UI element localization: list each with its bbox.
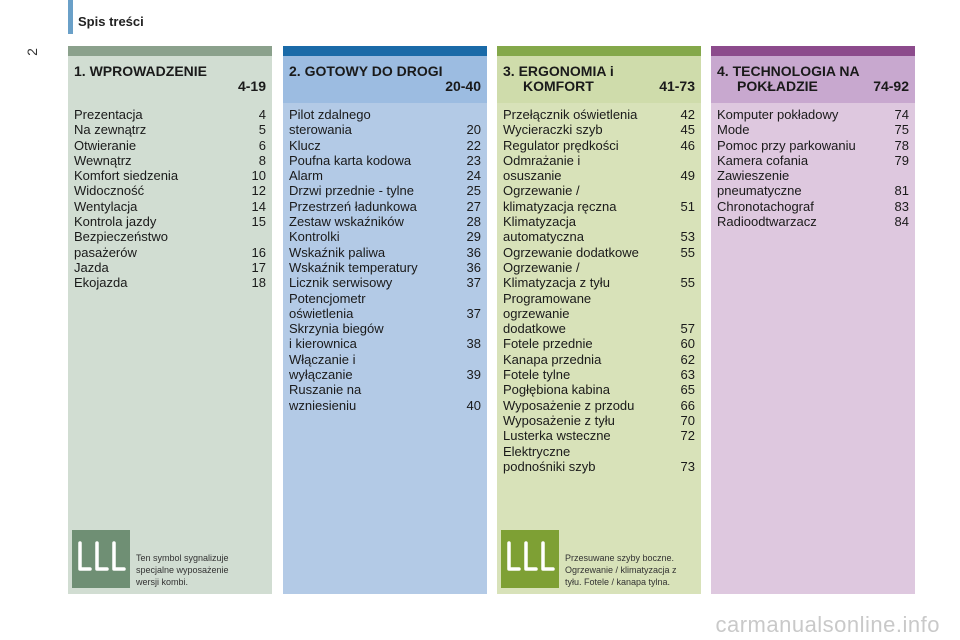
toc-entry-page: 38 (466, 336, 481, 352)
three-seats-icon (72, 530, 130, 588)
toc-entry[interactable] (503, 382, 695, 397)
section-ergonomics (497, 46, 701, 594)
toc-entry[interactable] (289, 260, 481, 275)
toc-entry-label: Włączanie i wyłączanie (289, 351, 356, 383)
toc-entry[interactable] (74, 214, 266, 229)
toc-entry-page: 23 (466, 152, 481, 168)
toc-entry-label: Kontrola jazdy (74, 214, 157, 230)
toc-entry[interactable] (289, 382, 481, 413)
toc-entry-page: 37 (466, 275, 481, 291)
section-title: 4. TECHNOLOGIA NA (717, 63, 860, 79)
toc-entry[interactable] (503, 413, 695, 428)
toc-entry-page: 53 (680, 229, 695, 245)
toc-entry[interactable] (503, 367, 695, 382)
toc-entry-page: 6 (258, 137, 266, 153)
toc-entry-label: Elektryczne podnośniki szyb (503, 443, 596, 474)
toc-entry-label: Kamera cofania (717, 152, 809, 168)
toc-entry-label: Ogrzewanie / klimatyzacja ręczna (503, 183, 617, 214)
toc-entry[interactable] (74, 260, 266, 275)
toc-entry[interactable] (503, 214, 695, 245)
toc-entry-label: Programowane ogrzewanie dodatkowe (503, 290, 592, 337)
toc-entry-page: 36 (466, 244, 481, 260)
toc-entry-page: 10 (251, 168, 266, 184)
toc-entry-label: Licznik serwisowy (289, 275, 393, 291)
toc-entry[interactable] (717, 199, 909, 214)
toc-entry[interactable] (503, 260, 695, 291)
toc-entry-label: Wskaźnik temperatury (289, 259, 418, 275)
toc-entry[interactable] (503, 122, 695, 137)
page-title: Spis treści (78, 14, 144, 29)
note-text: Ten symbol sygnalizuje specjalne wyposażenie wersji kombi. (136, 553, 229, 587)
toc-entry-page: 75 (894, 122, 909, 138)
section-header[interactable] (711, 56, 915, 103)
section-introduction (68, 46, 272, 594)
toc-entry-label: Pomoc przy parkowaniu (717, 137, 856, 153)
toc-entry-page: 81 (894, 183, 909, 199)
toc-entry[interactable] (503, 444, 695, 475)
toc-entry-label: Pogłębiona kabina (503, 382, 610, 398)
toc-entry-page: 74 (894, 107, 909, 122)
kombi-note (72, 530, 229, 588)
toc-entry-page: 57 (680, 321, 695, 337)
toc-entry[interactable] (289, 229, 481, 244)
toc-entry-page: 51 (680, 198, 695, 214)
toc-entry[interactable] (503, 336, 695, 351)
toc-entry[interactable] (74, 107, 266, 122)
toc-entry-page: 22 (466, 137, 481, 153)
toc-entry-label: Pilot zdalnego sterowania (289, 107, 371, 138)
toc-entry-page: 62 (680, 351, 695, 367)
toc-entry-label: Fotele tylne (503, 367, 571, 383)
toc-entry-page: 78 (894, 137, 909, 153)
toc-entry[interactable] (717, 214, 909, 229)
toc-entry-page: 8 (258, 152, 266, 168)
toc-entry-label: Odmrażanie i osuszanie (503, 152, 581, 184)
toc-entry-label: Regulator prędkości (503, 137, 619, 153)
toc-entry-label: Wycieraczki szyb (503, 122, 603, 138)
toc-entry-label: Komputer pokładowy (717, 107, 839, 122)
section-title: 3. ERGONOMIA i (503, 63, 614, 79)
toc-entry-page: 17 (251, 259, 266, 275)
toc-entry-page: 14 (251, 198, 266, 214)
toc-entry-page: 79 (894, 152, 909, 168)
toc-entry-page: 66 (680, 397, 695, 413)
toc-list (497, 103, 701, 474)
toc-entry-page: 72 (680, 428, 695, 444)
toc-entry[interactable] (503, 428, 695, 443)
toc-entry-label: Chronotachograf (717, 198, 814, 214)
toc-entry[interactable] (289, 153, 481, 168)
toc-entry-page: 45 (680, 122, 695, 138)
section-page-range: 41-73 (659, 78, 695, 94)
section-page-range: 4-19 (237, 78, 266, 94)
toc-entry[interactable] (503, 291, 695, 337)
toc-entry-label: Skrzynia biegów i kierownica (289, 321, 384, 352)
toc-entry-page: 39 (466, 367, 481, 383)
toc-entry-page: 29 (466, 229, 481, 245)
rear-equipment-note (501, 530, 677, 588)
toc-entry-label: Zestaw wskaźników (289, 214, 404, 230)
toc-entry[interactable] (503, 245, 695, 260)
toc-entry[interactable] (717, 138, 909, 153)
toc-list (283, 103, 487, 413)
toc-entry-label: Kanapa przednia (503, 351, 602, 367)
toc-entry-page: 73 (680, 458, 695, 474)
section-page-range: 74-92 (873, 78, 909, 94)
toc-entry-label: Lusterka wsteczne (503, 428, 611, 444)
toc-entry-page: 60 (680, 336, 695, 352)
toc-entry-page: 15 (251, 214, 266, 230)
toc-entry-label: Na zewnątrz (74, 122, 147, 138)
toc-entry[interactable] (289, 291, 481, 322)
section-title-cont: KOMFORT (523, 78, 594, 94)
toc-entry-label: Prezentacja (74, 107, 143, 122)
toc-entry-page: 70 (680, 412, 695, 428)
toc-entry[interactable] (717, 153, 909, 168)
toc-entry-label: Potencjometr oświetlenia (289, 290, 366, 321)
section-ready-to-drive (283, 46, 487, 594)
toc-entry-label: Przełącznik oświetlenia (503, 107, 638, 122)
toc-entry[interactable] (503, 138, 695, 153)
toc-entry[interactable] (503, 398, 695, 413)
toc-entry-label: Wewnątrz (74, 152, 132, 168)
toc-entry-label: Alarm (289, 168, 323, 184)
toc-entry[interactable] (289, 183, 481, 198)
toc-entry-label: Wyposażenie z przodu (503, 397, 635, 413)
toc-entry[interactable] (289, 352, 481, 383)
toc-entry[interactable] (74, 168, 266, 183)
toc-entry-label: Kontrolki (289, 229, 340, 245)
toc-entry-label: Wskaźnik paliwa (289, 244, 386, 260)
toc-entry-label: Mode (717, 122, 750, 138)
toc-entry-label: Jazda (74, 259, 109, 275)
watermark: carmanualsonline.info (715, 612, 940, 637)
toc-entry-page: 65 (680, 382, 695, 398)
toc-entry-label: Otwieranie (74, 137, 137, 153)
toc-list (711, 103, 915, 229)
toc-entry[interactable] (503, 153, 695, 184)
toc-entry[interactable] (289, 168, 481, 183)
toc-entry-page: 40 (466, 397, 481, 413)
toc-entry[interactable] (74, 122, 266, 137)
section-header[interactable] (283, 56, 487, 103)
toc-entry[interactable] (717, 168, 909, 199)
toc-entry-page: 20 (466, 122, 481, 138)
toc-entry-label: Poufna karta kodowa (289, 152, 412, 168)
toc-entry[interactable] (74, 275, 266, 290)
toc-entry-label: Ekojazda (74, 275, 128, 291)
section-header[interactable] (68, 56, 272, 103)
toc-entry[interactable] (289, 138, 481, 153)
toc-entry-page: 37 (466, 305, 481, 321)
toc-entry[interactable] (503, 352, 695, 367)
toc-entry-label: Komfort siedzenia (74, 168, 179, 184)
toc-entry[interactable] (289, 199, 481, 214)
toc-entry-page: 18 (251, 275, 266, 291)
toc-entry[interactable] (74, 199, 266, 214)
toc-entry-label: Fotele przednie (503, 336, 593, 352)
toc-entry-page: 4 (258, 107, 266, 122)
toc-entry-label: Ruszanie na wzniesieniu (289, 382, 362, 413)
toc-entry-page: 28 (466, 214, 481, 230)
toc-entry-page: 46 (680, 137, 695, 153)
toc-entry-label: Ogrzewanie dodatkowe (503, 244, 639, 260)
section-title: 2. GOTOWY DO DROGI (289, 63, 443, 79)
toc-entry-page: 5 (258, 122, 266, 138)
toc-entry[interactable] (289, 107, 481, 138)
section-title-cont: POKŁADZIE (737, 78, 818, 94)
toc-entry-label: Przestrzeń ładunkowa (289, 198, 417, 214)
toc-entry[interactable] (289, 321, 481, 352)
toc-entry-label: Radioodtwarzacz (717, 214, 817, 230)
toc-entry-label: Klucz (289, 137, 321, 153)
toc-entry-page: 49 (680, 168, 695, 184)
toc-entry[interactable] (74, 153, 266, 168)
toc-entry-label: Wentylacja (74, 198, 138, 214)
toc-entry-label: Widoczność (74, 183, 145, 199)
section-title: 1. WPROWADZENIE (74, 63, 208, 79)
toc-entry[interactable] (717, 107, 909, 122)
toc-entry-label: Klimatyzacja automatyczna (503, 214, 584, 245)
toc-entry-page: 55 (680, 275, 695, 291)
toc-entry[interactable] (289, 214, 481, 229)
toc-entry[interactable] (289, 245, 481, 260)
toc-entry[interactable] (74, 138, 266, 153)
toc-entry-page: 24 (466, 168, 481, 184)
toc-entry-page: 83 (894, 198, 909, 214)
toc-entry-page: 25 (466, 183, 481, 199)
toc-entry-page: 36 (466, 259, 481, 275)
note-text: Przesuwane szyby boczne. Ogrzewanie / klimatyzacja z tyłu. Fotele / kanapa tylna. (565, 553, 677, 587)
toc-entry-page: 42 (680, 107, 695, 122)
toc-entry[interactable] (289, 275, 481, 290)
toc-list (68, 103, 272, 291)
toc-entry-label: Bezpieczeństwo pasażerów (74, 229, 168, 260)
toc-entry[interactable] (74, 229, 266, 260)
toc-entry-page: 27 (466, 198, 481, 214)
section-page-range: 20-40 (445, 78, 481, 94)
toc-entry-page: 63 (680, 367, 695, 383)
toc-entry[interactable] (717, 122, 909, 137)
toc-entry-label: Ogrzewanie / Klimatyzacja z tyłu (503, 259, 610, 291)
section-header[interactable] (497, 56, 701, 103)
toc-entry-page: 55 (680, 244, 695, 260)
toc-entry[interactable] (503, 107, 695, 122)
toc-entry-label: Zawieszenie pneumatyczne (717, 168, 802, 199)
toc-entry[interactable] (74, 183, 266, 198)
toc-entry-label: Wyposażenie z tyłu (503, 412, 615, 428)
toc-entry-page: 12 (251, 183, 266, 199)
header-accent-bar (68, 0, 73, 34)
section-technology (711, 46, 915, 594)
toc-entry-page: 16 (251, 244, 266, 260)
toc-entry[interactable] (503, 183, 695, 214)
three-seats-icon (501, 530, 559, 588)
toc-entry-page: 84 (894, 214, 909, 230)
page-number: 2 (23, 48, 40, 56)
toc-entry-label: Drzwi przednie - tylne (289, 183, 414, 199)
